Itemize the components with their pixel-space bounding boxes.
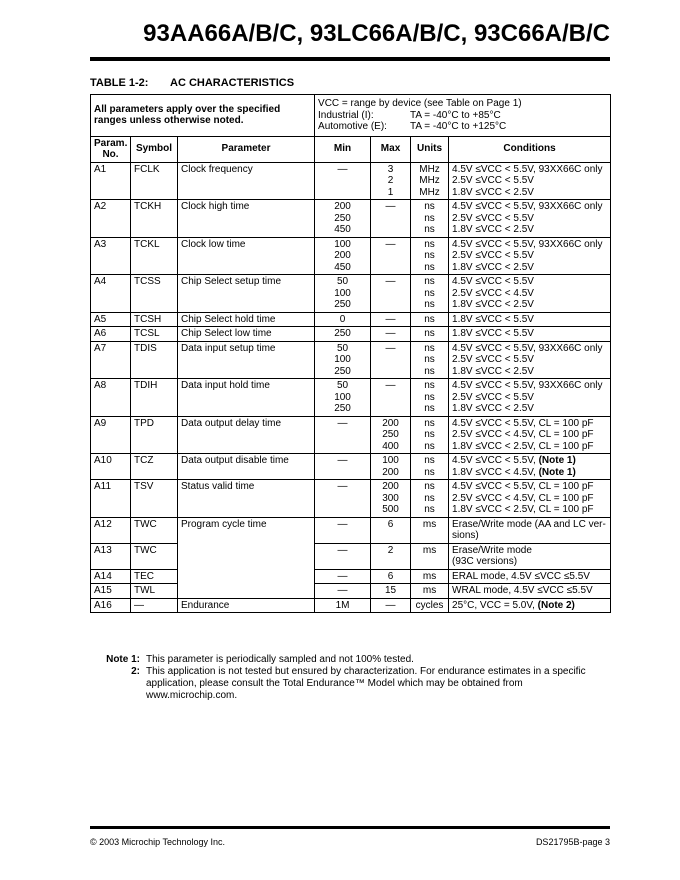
cell-units (411, 275, 449, 313)
cell-units-line: ns (424, 429, 435, 440)
cell-min (315, 454, 371, 480)
cell-units-line: ns (424, 250, 435, 261)
cell-max (371, 275, 411, 313)
cell-max-line: — (385, 342, 396, 354)
cell-units-line: ns (424, 224, 435, 235)
cell-units (411, 598, 449, 613)
cell-min-line: 100 (334, 238, 351, 250)
cell-max-line: — (385, 201, 396, 212)
cell-max (371, 480, 411, 518)
footer-rule (90, 826, 610, 829)
col-symbol: Symbol (131, 136, 178, 162)
table-caption-label: TABLE 1-2: (90, 77, 149, 89)
cell-conditions (449, 543, 611, 569)
cell-units (411, 162, 449, 200)
table-row (91, 379, 611, 417)
cell-max (371, 517, 411, 543)
cell-symbol: TSV (131, 480, 178, 518)
cell-min-line: 50 (336, 380, 349, 391)
cell-units (411, 480, 449, 518)
cell-max-line: — (385, 313, 396, 325)
cell-units-line (414, 530, 445, 542)
cell-conditions (449, 584, 611, 599)
cell-conditions (449, 341, 611, 379)
cell-max (371, 454, 411, 480)
cell-conditions-line: 4.5V ≤VCC < 5.5V, 93XX66C only (452, 201, 603, 212)
cell-min (315, 312, 371, 327)
cell-conditions-line: 1.8V ≤VCC < 2.5V (452, 403, 534, 414)
cell-min-line: 100 (334, 354, 351, 365)
cell-units-line: ms (422, 518, 437, 530)
cell-max-line: 500 (382, 504, 399, 515)
cell-param-no: A2 (91, 200, 131, 238)
cell-units (411, 569, 449, 584)
cell-max-line: 3 (387, 163, 394, 175)
cell-min-line: 250 (334, 403, 351, 414)
cell-conditions-line: 2.5V ≤VCC < 5.5V (452, 391, 534, 403)
cell-max-line: 1 (387, 186, 394, 198)
cell-units-line: ns (424, 201, 435, 212)
cell-units-line: ns (424, 287, 435, 299)
cell-conditions-line: 1.8V ≤VCC < 4.5V, (Note 1) (452, 466, 576, 478)
note-item (90, 666, 610, 702)
cell-min (315, 275, 371, 313)
col-units: Units (411, 136, 449, 162)
cell-max-line: 200 (382, 466, 399, 478)
cell-units (411, 454, 449, 480)
cell-max-line: — (385, 599, 396, 611)
cell-min-line (318, 467, 367, 479)
cell-min-line: 0 (339, 313, 346, 325)
cell-max-line: 200 (382, 417, 399, 429)
cell-units (411, 200, 449, 238)
cell-min-line: — (337, 585, 348, 596)
cell-conditions-line: 2.5V ≤VCC < 5.5V (452, 354, 534, 365)
scope-note: All parameters apply over the specified ranges unless otherwise noted. (91, 95, 315, 137)
cell-min-line: 250 (334, 212, 351, 224)
cell-units (411, 379, 449, 417)
cell-conditions-line: Erase/Write mode (AA and LC ver- (452, 518, 606, 530)
cell-units-line: ns (424, 276, 435, 287)
cell-units-line: ns (424, 492, 435, 504)
cell-max-line (374, 299, 407, 311)
cell-conditions-line: Erase/Write mode (452, 544, 532, 556)
cell-conditions-line: 1.8V ≤VCC < 2.5V (452, 299, 534, 310)
cell-param-no: A14 (91, 569, 131, 584)
cell-max (371, 543, 411, 569)
cell-parameter: Program cycle time (178, 517, 315, 543)
cell-min (315, 598, 371, 613)
cell-conditions (449, 312, 611, 327)
cell-symbol: FCLK (131, 162, 178, 200)
cell-parameter: Clock high time (178, 200, 315, 238)
table-row (91, 454, 611, 480)
cell-units-line: ns (424, 417, 435, 429)
table-row (91, 480, 611, 518)
cell-conditions-line: 4.5V ≤VCC < 5.5V, (Note 1) (452, 455, 576, 466)
cell-min (315, 569, 371, 584)
cell-param-no: A3 (91, 237, 131, 275)
table-row (91, 200, 611, 238)
scope-conditions (315, 95, 611, 137)
cell-conditions-line: 2.5V ≤VCC < 5.5V (452, 250, 534, 261)
cell-symbol: TWL (131, 584, 178, 599)
cell-units (411, 584, 449, 599)
table-row (91, 517, 611, 543)
cell-conditions (449, 379, 611, 417)
cell-parameter: Endurance (178, 598, 315, 613)
cell-min (315, 480, 371, 518)
table-row (91, 416, 611, 454)
cell-max-line (374, 392, 407, 404)
cell-conditions-line: 4.5V ≤VCC < 5.5V, 93XX66C only (452, 238, 603, 250)
cell-min-line: — (337, 163, 348, 175)
cell-symbol: TWC (131, 543, 178, 569)
cell-units-line: ns (424, 403, 435, 414)
cell-max-line (374, 530, 407, 542)
cell-parameter (178, 569, 315, 584)
cell-max-line: 200 (382, 481, 399, 492)
cell-symbol: TWC (131, 517, 178, 543)
cell-max (371, 162, 411, 200)
cell-max-line: 15 (384, 585, 397, 596)
cell-max-line (374, 288, 407, 300)
cell-units-line: cycles (415, 599, 444, 611)
cell-min-line: — (337, 481, 348, 492)
cell-conditions-line: 4.5V ≤VCC < 5.5V, 93XX66C only (452, 163, 603, 175)
note-text: This application is not tested but ensured by characterization. For endurance estimates in a specific application, please consult the Total Endurance™ Model which may be obtained from www.microchip.com. (146, 666, 586, 701)
cell-max-line: — (385, 380, 396, 391)
cell-units-line: ms (422, 570, 437, 582)
cell-param-no: A7 (91, 341, 131, 379)
cell-max (371, 312, 411, 327)
industrial-range: Industrial (I): TA = -40°C to +85°C (318, 109, 501, 121)
cell-parameter: Clock low time (178, 237, 315, 275)
cell-max (371, 416, 411, 454)
cell-param-no: A4 (91, 275, 131, 313)
cell-conditions (449, 237, 611, 275)
cell-units-line: ns (424, 354, 435, 365)
cell-conditions-line: 4.5V ≤VCC < 5.5V, 93XX66C only (452, 342, 603, 354)
cell-param-no: A5 (91, 312, 131, 327)
table-caption-title: AC CHARACTERISTICS (170, 77, 295, 89)
cell-conditions-line: (93C versions) (452, 556, 518, 567)
cell-parameter: Clock frequency (178, 162, 315, 200)
cell-param-no: A1 (91, 162, 131, 200)
automotive-range: Automotive (E): TA = -40°C to +125°C (318, 121, 507, 132)
table-row (91, 341, 611, 379)
cell-min-line: 450 (334, 224, 351, 235)
cell-units-line: ns (424, 504, 435, 515)
cell-conditions-line: 1.8V ≤VCC < 2.5V (452, 186, 534, 198)
cell-conditions-line: 1.8V ≤VCC < 2.5V, CL = 100 pF (452, 440, 594, 452)
cell-min-line: 50 (336, 276, 349, 287)
cell-conditions-line: 1.8V ≤VCC < 2.5V (452, 224, 534, 235)
cell-parameter: Data output disable time (178, 454, 315, 480)
cell-min-line: 250 (334, 299, 351, 310)
note-item (90, 654, 610, 666)
cell-symbol: TCSS (131, 275, 178, 313)
cell-max-line: 100 (382, 455, 399, 466)
table-row (91, 569, 611, 584)
cell-units-line: ns (424, 380, 435, 391)
cell-max-line (374, 250, 407, 262)
cell-max-line (374, 366, 407, 378)
cell-parameter: Data input setup time (178, 341, 315, 379)
table-row (91, 543, 611, 569)
cell-units-line: ns (424, 261, 435, 273)
cell-min-line: — (337, 544, 348, 556)
cell-symbol: TPD (131, 416, 178, 454)
cell-conditions (449, 454, 611, 480)
cell-max-line (374, 403, 407, 415)
cell-symbol: TCZ (131, 454, 178, 480)
cell-parameter: Data input hold time (178, 379, 315, 417)
cell-min-line: 100 (334, 287, 351, 299)
col-conditions: Conditions (449, 136, 611, 162)
footer-copyright: © 2003 Microchip Technology Inc. (90, 837, 226, 847)
cell-min-line: 50 (336, 342, 349, 354)
cell-units-line: MHz (419, 186, 440, 198)
cell-min-line: 250 (334, 328, 351, 339)
table-row (91, 327, 611, 342)
cell-conditions-line: 4.5V ≤VCC < 5.5V (452, 276, 534, 287)
cell-conditions (449, 416, 611, 454)
cell-conditions-line: 2.5V ≤VCC < 5.5V (452, 212, 534, 224)
cell-min-line: 200 (334, 250, 351, 261)
cell-min (315, 584, 371, 599)
cell-units-line: ns (424, 466, 435, 478)
cell-max (371, 327, 411, 342)
cell-conditions-line: 4.5V ≤VCC < 5.5V, CL = 100 pF (452, 417, 594, 429)
cell-min-line: 250 (334, 365, 351, 377)
cell-min-line: — (337, 518, 348, 530)
cell-max-line: — (385, 328, 396, 339)
cell-param-no: A9 (91, 416, 131, 454)
cell-min (315, 200, 371, 238)
cell-max (371, 200, 411, 238)
scope-row (91, 95, 611, 137)
cell-units (411, 416, 449, 454)
cell-min (315, 327, 371, 342)
cell-conditions-line: WRAL mode, 4.5V ≤VCC ≤5.5V (452, 585, 593, 596)
cell-conditions (449, 275, 611, 313)
cell-conditions-line: 4.5V ≤VCC < 5.5V, CL = 100 pF (452, 481, 594, 492)
cell-param-no: A6 (91, 327, 131, 342)
cell-min (315, 379, 371, 417)
cell-max-line (374, 213, 407, 225)
cell-conditions-line: 4.5V ≤VCC < 5.5V, 93XX66C only (452, 380, 603, 391)
cell-conditions (449, 569, 611, 584)
cell-units-line: ns (424, 313, 435, 325)
table-notes (90, 654, 610, 702)
cell-min (315, 543, 371, 569)
cell-max (371, 237, 411, 275)
cell-units-line: ns (424, 481, 435, 492)
cell-units-line: ns (424, 299, 435, 310)
note-key: 2: (131, 666, 140, 677)
cell-min (315, 237, 371, 275)
table-row (91, 275, 611, 313)
cell-symbol: — (131, 598, 178, 613)
cell-min-line (318, 441, 367, 453)
cell-symbol: TCSH (131, 312, 178, 327)
cell-max-line: 400 (382, 440, 399, 452)
cell-conditions-line: 1.8V ≤VCC < 2.5V (452, 365, 534, 377)
cell-units-line: ms (422, 544, 437, 556)
table-row (91, 162, 611, 200)
cell-min (315, 517, 371, 543)
cell-units-line: MHz (419, 175, 440, 186)
cell-conditions (449, 327, 611, 342)
cell-parameter (178, 584, 315, 599)
cell-min-line (318, 429, 367, 441)
col-min: Min (315, 136, 371, 162)
cell-symbol: TCKH (131, 200, 178, 238)
cell-min-line: 100 (334, 391, 351, 403)
cell-min-line (318, 175, 367, 187)
col-max: Max (371, 136, 411, 162)
cell-max-line (374, 556, 407, 568)
table-row (91, 584, 611, 599)
cell-min-line: 1M (335, 599, 350, 611)
cell-conditions (449, 200, 611, 238)
cell-max (371, 379, 411, 417)
col-parameter: Parameter (178, 136, 315, 162)
cell-units (411, 341, 449, 379)
cell-symbol: TCSL (131, 327, 178, 342)
cell-min-line (318, 556, 367, 568)
cell-param-no: A15 (91, 584, 131, 599)
cell-param-no: A8 (91, 379, 131, 417)
cell-units-line: ns (424, 238, 435, 250)
cell-parameter: Chip Select low time (178, 327, 315, 342)
cell-conditions-line: 1.8V ≤VCC < 2.5V (452, 261, 534, 273)
cell-min-line: — (337, 417, 348, 429)
cell-min-line: 450 (334, 261, 351, 273)
cell-max-line: — (385, 276, 396, 287)
cell-max (371, 341, 411, 379)
cell-units-line: ns (424, 342, 435, 354)
cell-units-line: ns (424, 328, 435, 339)
cell-conditions-line: ERAL mode, 4.5V ≤VCC ≤5.5V (452, 570, 590, 582)
cell-conditions-line: sions) (452, 530, 479, 541)
cell-units-line: ns (424, 455, 435, 466)
cell-parameter: Status valid time (178, 480, 315, 518)
cell-min-line: 200 (334, 201, 351, 212)
cell-parameter: Chip Select setup time (178, 275, 315, 313)
cell-units (411, 312, 449, 327)
cell-units-line: ms (422, 585, 437, 596)
page-title: 93AA66A/B/C, 93LC66A/B/C, 93C66A/B/C (143, 20, 610, 47)
cell-min-line: — (337, 570, 348, 582)
cell-min-line (318, 504, 367, 516)
cell-max-line: 250 (382, 429, 399, 440)
cell-min-line (318, 530, 367, 542)
cell-param-no: A12 (91, 517, 131, 543)
cell-min (315, 341, 371, 379)
cell-parameter: Data output delay time (178, 416, 315, 454)
column-header-row (91, 136, 611, 162)
cell-units-line (414, 556, 445, 568)
cell-max-line: 2 (387, 175, 394, 186)
vcc-range: VCC = range by device (see Table on Page 1) (318, 98, 522, 109)
cell-min-line: — (337, 455, 348, 466)
col-param-no: Param. No. (91, 136, 131, 162)
table-row (91, 237, 611, 275)
cell-conditions-line: 2.5V ≤VCC < 4.5V, CL = 100 pF (452, 492, 594, 504)
cell-units (411, 543, 449, 569)
cell-parameter: Chip Select hold time (178, 312, 315, 327)
cell-min-line (318, 493, 367, 505)
cell-conditions-line: 2.5V ≤VCC < 5.5V (452, 175, 534, 186)
cell-max-line (374, 354, 407, 366)
cell-max (371, 569, 411, 584)
cell-conditions (449, 480, 611, 518)
cell-symbol: TDIH (131, 379, 178, 417)
ac-characteristics-table (90, 94, 611, 613)
cell-max-line: — (385, 238, 396, 250)
cell-units (411, 517, 449, 543)
cell-param-no: A16 (91, 598, 131, 613)
table-row (91, 312, 611, 327)
cell-units-line: ns (424, 212, 435, 224)
cell-min (315, 416, 371, 454)
cell-parameter (178, 543, 315, 569)
cell-max-line: 6 (387, 518, 394, 530)
note-text: This parameter is periodically sampled and not 100% tested. (146, 654, 414, 665)
cell-max-line (374, 224, 407, 236)
cell-units-line: ns (424, 440, 435, 452)
cell-conditions-line: 2.5V ≤VCC < 4.5V (452, 287, 534, 299)
cell-param-no: A13 (91, 543, 131, 569)
table-row (91, 598, 611, 613)
cell-param-no: A10 (91, 454, 131, 480)
cell-max-line: 300 (382, 492, 399, 504)
cell-conditions-line: 2.5V ≤VCC < 4.5V, CL = 100 pF (452, 429, 594, 440)
cell-max (371, 584, 411, 599)
cell-min-line (318, 187, 367, 199)
cell-conditions (449, 162, 611, 200)
cell-max (371, 598, 411, 613)
cell-max-line (374, 262, 407, 274)
cell-units (411, 237, 449, 275)
cell-units-line: ns (424, 365, 435, 377)
table-caption (90, 77, 295, 89)
cell-max-line: 2 (387, 544, 394, 556)
cell-conditions (449, 598, 611, 613)
cell-symbol: TCKL (131, 237, 178, 275)
cell-max-line: 6 (387, 570, 394, 582)
cell-symbol: TDIS (131, 341, 178, 379)
cell-conditions-line: 25°C, VCC = 5.0V, (Note 2) (452, 599, 575, 611)
cell-min (315, 162, 371, 200)
note-key: Note 1: (106, 654, 140, 665)
cell-units-line: MHz (419, 163, 440, 175)
cell-symbol: TEC (131, 569, 178, 584)
footer-page-number: DS21795B-page 3 (535, 837, 610, 847)
cell-conditions (449, 517, 611, 543)
cell-conditions-line: 1.8V ≤VCC < 2.5V, CL = 100 pF (452, 504, 594, 515)
header-rule (90, 57, 610, 61)
cell-conditions-line: 1.8V ≤VCC < 5.5V (452, 313, 534, 325)
cell-param-no: A11 (91, 480, 131, 518)
cell-conditions-line: 1.8V ≤VCC < 5.5V (452, 328, 534, 339)
cell-units-line: ns (424, 391, 435, 403)
cell-units (411, 327, 449, 342)
